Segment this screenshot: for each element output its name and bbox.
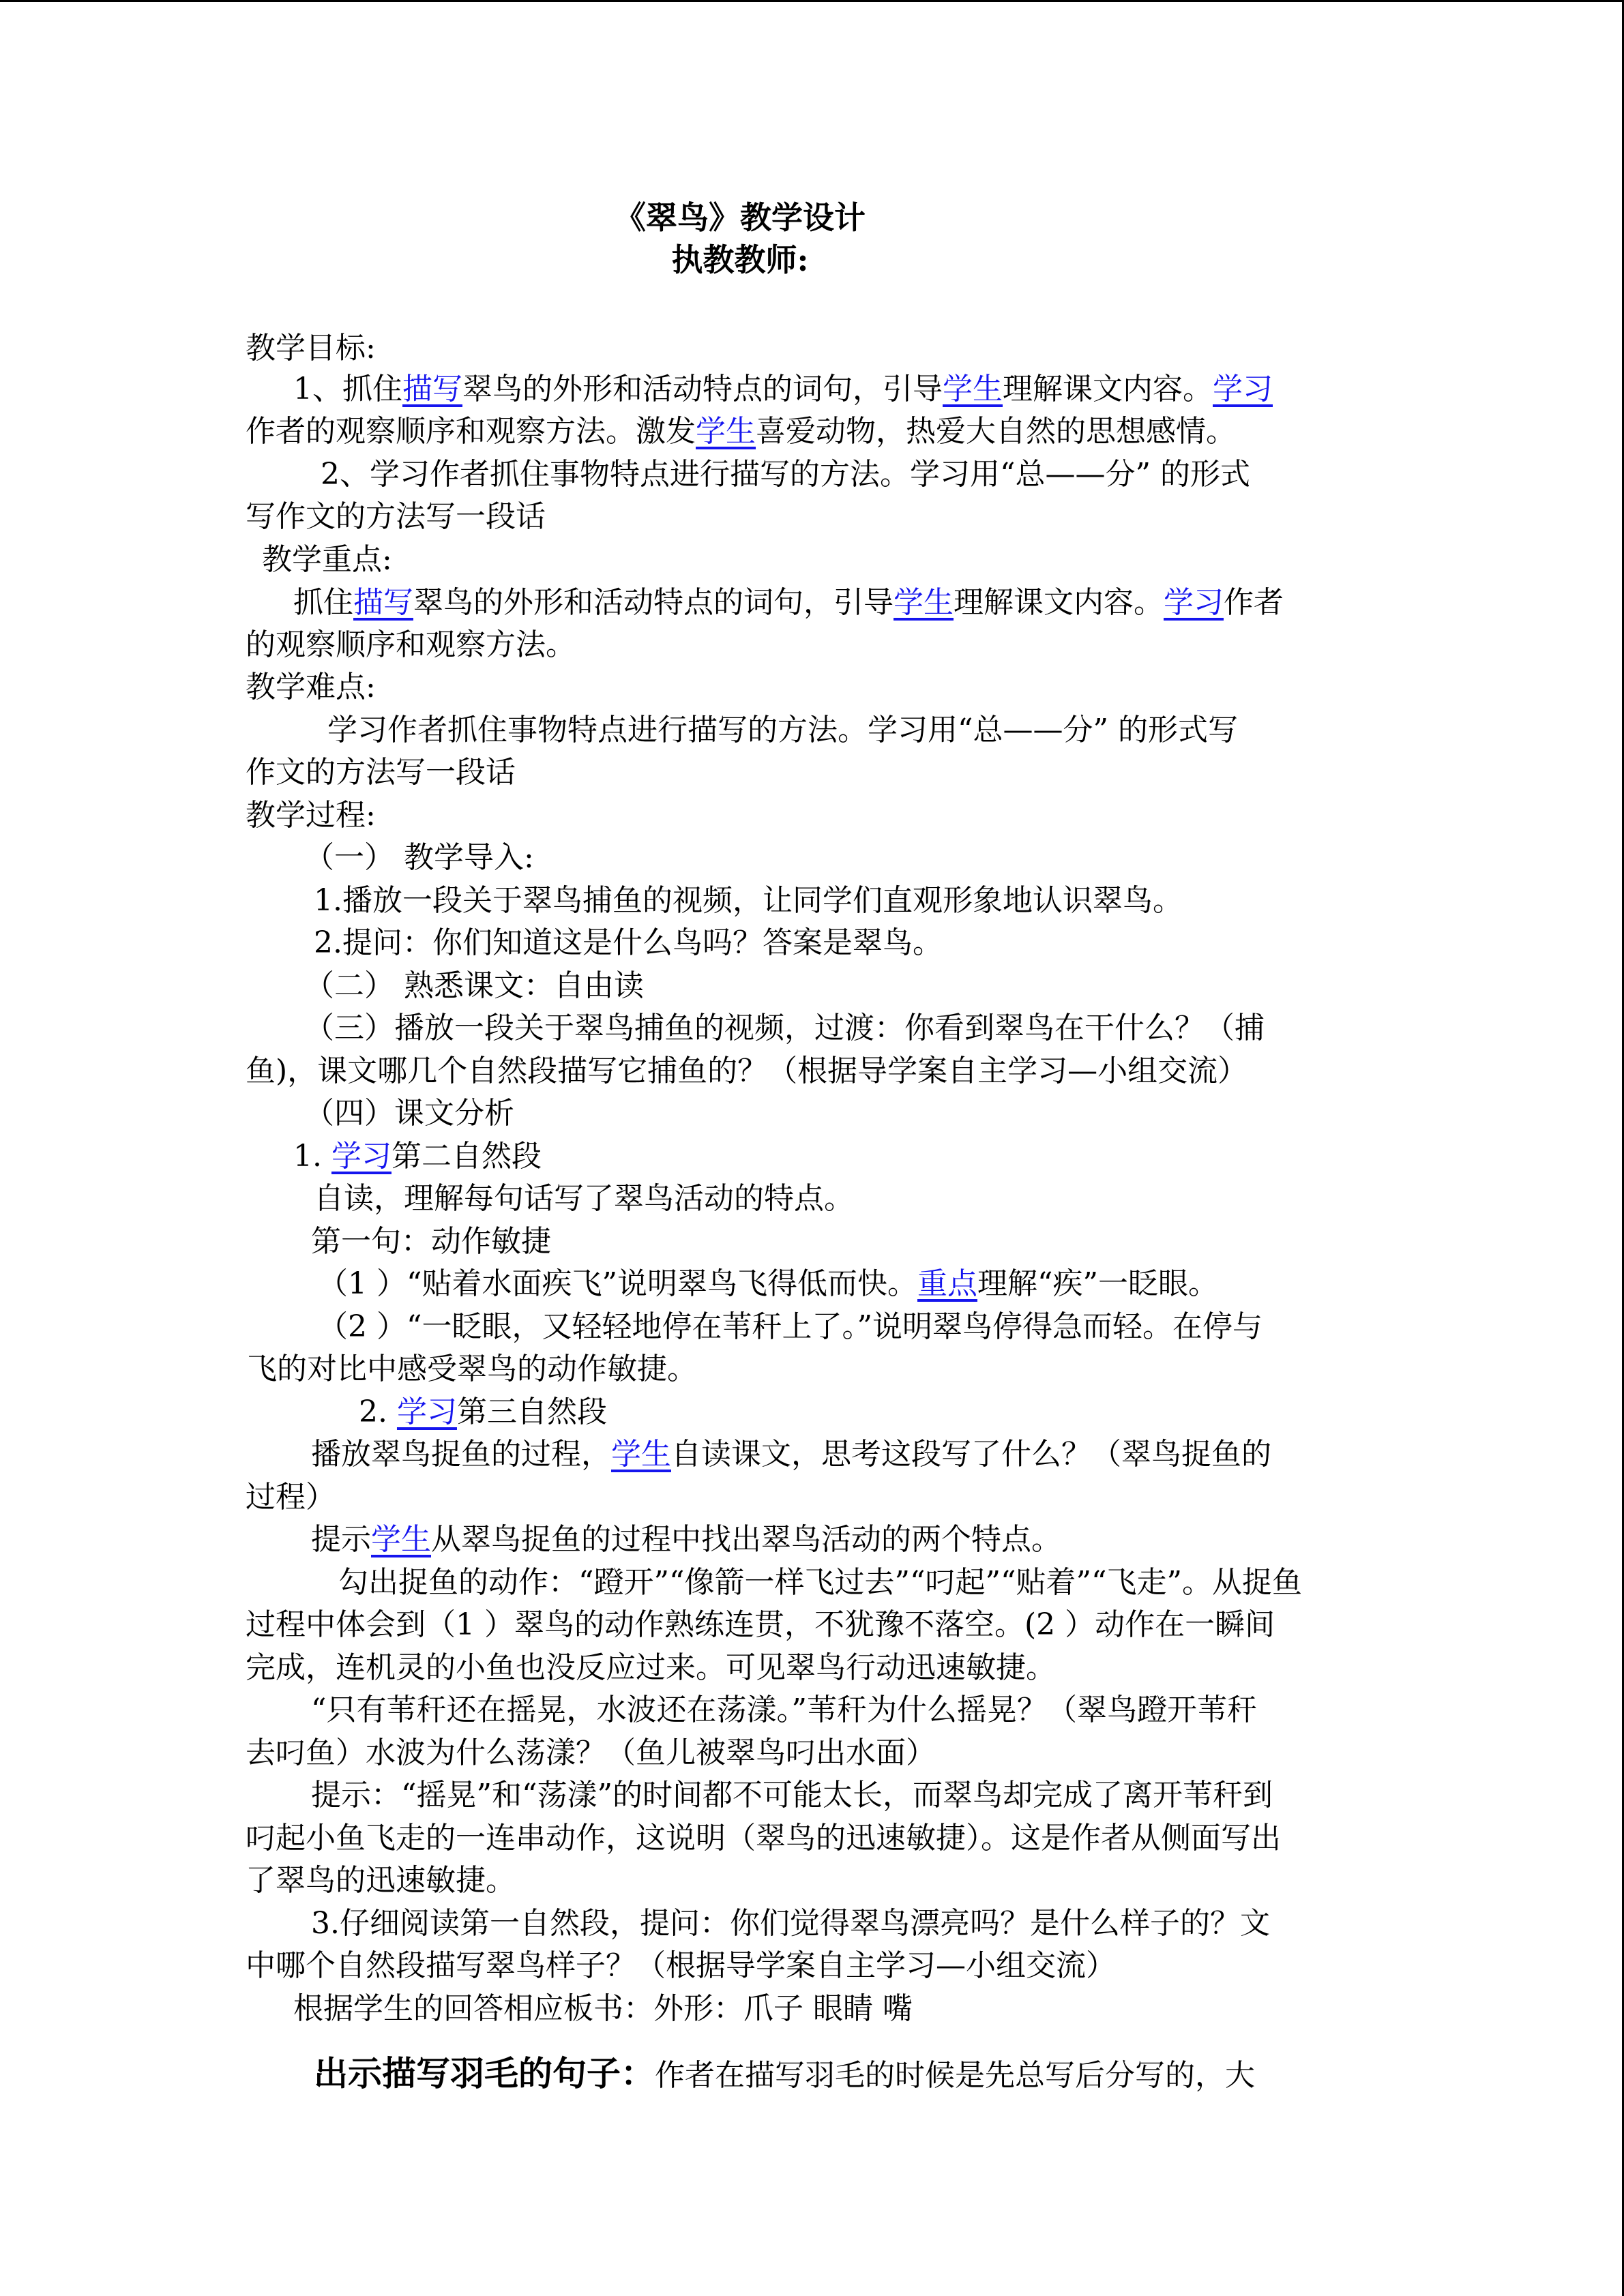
key-line-1: 抓住描写翠鸟的外形和活动特点的词句，引导学生理解课文内容。学习作者 xyxy=(293,585,1284,620)
link-study[interactable]: 学习 xyxy=(396,1395,457,1429)
paragraph-2-item-2-line-1: （2 ）“一眨眼，又轻轻地停在苇秆上了。”说明翠鸟停得急而轻。在停与 xyxy=(318,1309,1263,1344)
paragraph-3-tip-line-1: 提示：“摇晃”和“荡漾”的时间都不可能太长，而翠鸟却完成了离开苇秆到 xyxy=(311,1778,1273,1813)
goal-2-line-1: 2、学习作者抓住事物特点进行描写的方法。学习用“总——分” 的形式 xyxy=(321,457,1250,492)
paragraph-3-actions-line-1: 勾出捉鱼的动作：“蹬开”“像箭一样飞过去”“叼起”“贴着”“飞走”。从捉鱼 xyxy=(338,1565,1302,1600)
paragraph-2-read: 自读，理解每句话写了翠鸟活动的特点。 xyxy=(314,1181,854,1216)
step-4-heading: （四）课文分析 xyxy=(304,1096,514,1131)
paragraph-3-hint: 提示学生从翠鸟捉鱼的过程中找出翠鸟活动的两个特点。 xyxy=(311,1522,1061,1557)
paragraph-2-sentence-1: 第一句：动作敏捷 xyxy=(311,1224,551,1259)
document-title: 《翠鸟》教学设计 xyxy=(615,199,866,236)
paragraph-3-tip-line-2: 叼起小鱼飞走的一连串动作，这说明（翠鸟的迅速敏捷）。这是作者从侧面写出 xyxy=(246,1821,1281,1855)
step-1-item-1: 1.播放一段关于翠鸟捕鱼的视频，让同学们直观形象地认识翠鸟。 xyxy=(314,883,1183,918)
goal-1-line-1: 1、抓住描写翠鸟的外形和活动特点的词句，引导学生理解课文内容。学习 xyxy=(293,372,1273,406)
step-3-line-2: 鱼)，课文哪几个自然段描写它捕鱼的？（根据导学案自主学习—小组交流） xyxy=(246,1054,1248,1088)
paragraph-3-actions-line-2: 过程中体会到（1 ）翠鸟的动作熟练连贯，不犹豫不落空。(2 ）动作在一瞬间 xyxy=(246,1607,1275,1642)
paragraph-3-play-line-1: 播放翠鸟捉鱼的过程，学生自读课文，思考这段写了什么？（翠鸟捉鱼的 xyxy=(311,1437,1271,1472)
goal-1-line-2: 作者的观察顺序和观察方法。激发学生喜爱动物，热爱大自然的思想感情。 xyxy=(246,414,1236,449)
link-describe[interactable]: 描写 xyxy=(353,585,413,620)
link-describe[interactable]: 描写 xyxy=(402,372,462,406)
key-heading: 教学重点: xyxy=(262,542,392,577)
difficulty-heading: 教学难点: xyxy=(246,670,376,704)
paragraph-1-read-line-2: 中哪个自然段描写翠鸟样子？（根据导学案自主学习—小组交流） xyxy=(246,1948,1116,1983)
link-study[interactable]: 学习 xyxy=(331,1139,392,1174)
paragraph-3-reeds-line-2: 去叼鱼）水波为什么荡漾？（鱼儿被翠鸟叼出水面） xyxy=(246,1735,936,1770)
feather-sentence: 出示描写羽毛的句子：作者在描写羽毛的时候是先总写后分写的，大 xyxy=(314,2053,1255,2093)
paragraph-3-actions-line-3: 完成，连机灵的小鱼也没反应过来。可见翠鸟行动迅速敏捷。 xyxy=(246,1650,1056,1685)
paragraph-2-item-1: （1 ）“贴着水面疾飞”说明翠鸟飞得低而快。重点理解“疾”一眨眼。 xyxy=(318,1266,1218,1301)
board-writing: 根据学生的回答相应板书：外形：爪子 眼睛 嘴 xyxy=(293,1991,913,2026)
page-border-top xyxy=(0,0,1624,2)
paragraph-2-item-2-line-2: 飞的对比中感受翠鸟的动作敏捷。 xyxy=(247,1352,697,1386)
paragraph-1-read-line-1: 3.仔细阅读第一自然段，提问：你们觉得翠鸟漂亮吗？是什么样子的？文 xyxy=(311,1906,1270,1941)
goals-heading: 教学目标: xyxy=(246,331,376,366)
link-student[interactable]: 学生 xyxy=(943,372,1003,406)
link-study[interactable]: 学习 xyxy=(1164,585,1224,620)
paragraph-2-heading: 1. 学习第二自然段 xyxy=(293,1139,542,1174)
goal-2-line-2: 写作文的方法写一段话 xyxy=(246,499,546,534)
step-2-heading: （二） 熟悉课文：自由读 xyxy=(304,968,644,1003)
difficulty-line-1: 学习作者抓住事物特点进行描写的方法。学习用“总——分” 的形式写 xyxy=(327,713,1238,747)
paragraph-3-reeds-line-1: “只有苇秆还在摇晃，水波还在荡漾。”苇秆为什么摇晃？（翠鸟蹬开苇秆 xyxy=(311,1693,1257,1727)
teacher-line: 执教教师: xyxy=(671,241,809,278)
paragraph-3-heading: 2. 学习第三自然段 xyxy=(359,1395,607,1429)
paragraph-3-play-line-2: 过程） xyxy=(246,1480,336,1515)
link-student[interactable]: 学生 xyxy=(371,1522,431,1557)
key-line-2: 的观察顺序和观察方法。 xyxy=(246,627,576,662)
difficulty-line-2: 作文的方法写一段话 xyxy=(246,755,516,790)
step-3-line-1: （三）播放一段关于翠鸟捕鱼的视频，过渡：你看到翠鸟在干什么？（捕 xyxy=(304,1011,1265,1045)
link-key-point[interactable]: 重点 xyxy=(917,1266,977,1301)
link-student[interactable]: 学生 xyxy=(611,1437,671,1472)
step-1-heading: （一） 教学导入: xyxy=(304,840,534,875)
link-student[interactable]: 学生 xyxy=(696,414,756,449)
link-study[interactable]: 学习 xyxy=(1213,372,1273,406)
process-heading: 教学过程: xyxy=(246,798,376,833)
link-student[interactable]: 学生 xyxy=(894,585,954,620)
step-1-item-2: 2.提问：你们知道这是什么鸟吗？答案是翠鸟。 xyxy=(314,925,943,960)
paragraph-3-tip-line-3: 了翠鸟的迅速敏捷。 xyxy=(246,1863,516,1898)
